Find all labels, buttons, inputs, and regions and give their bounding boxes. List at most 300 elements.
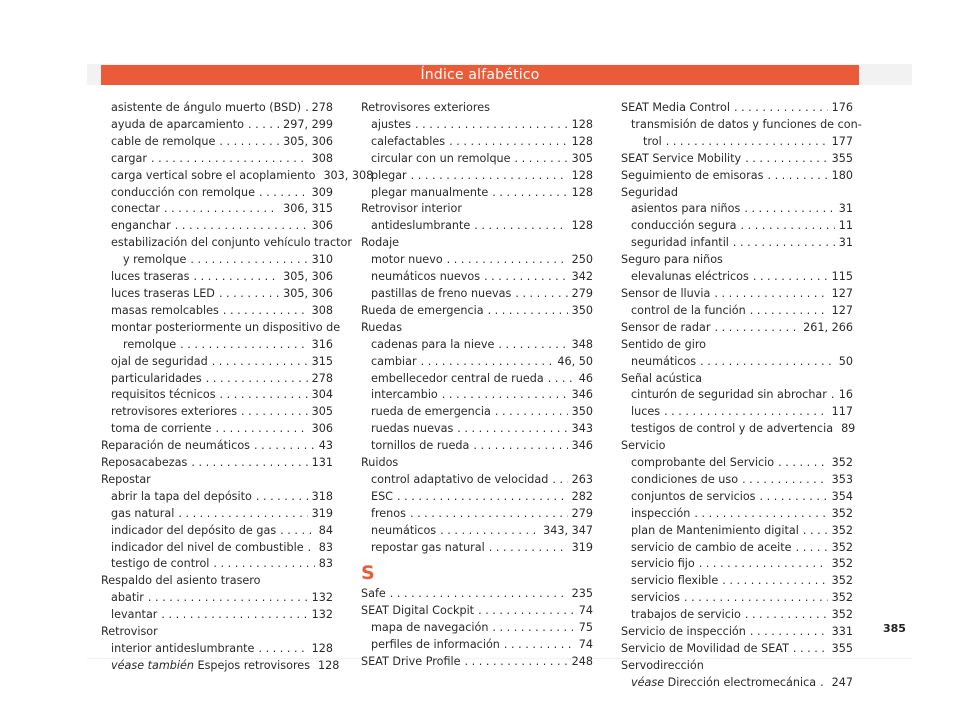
dot-leader [161, 607, 307, 624]
index-entry-text: plegar manualmente [371, 185, 489, 199]
index-entry-page: 352 [831, 557, 853, 571]
index-entry [621, 354, 853, 371]
index-entry-text: gas natural [111, 506, 175, 520]
dot-leader [734, 100, 828, 117]
index-entry-text: carga vertical sobre el acoplamiento [111, 168, 316, 182]
index-entry-text: Rodaje [361, 236, 400, 250]
index-entry-text: mapa de navegación [371, 621, 489, 635]
index-entry-page: 350 [571, 303, 593, 317]
index-entry [101, 455, 333, 472]
cross-reference-label: véase [631, 675, 665, 689]
index-entry [101, 269, 333, 286]
index-entry-text: asientos para niños [631, 202, 741, 216]
index-entry [361, 286, 593, 303]
index-entry [621, 573, 853, 590]
index-entry-page: 353 [831, 472, 853, 486]
index-entry [361, 100, 593, 117]
index-entry-page: 50 [838, 354, 853, 368]
index-entry-text: Servicio de inspección [621, 625, 746, 639]
index-entry-text: tornillos de rueda [371, 439, 470, 453]
index-entry-page: 306, 315 [283, 202, 333, 216]
index-entry-text: retrovisores exteriores [111, 405, 238, 419]
index-entry [101, 286, 333, 303]
dot-leader [803, 523, 828, 540]
index-entry-page: 352 [831, 574, 853, 588]
dot-leader [457, 421, 567, 438]
index-entry-text: Ruedas [361, 320, 403, 334]
dot-leader [440, 523, 539, 540]
index-entry [101, 387, 333, 404]
dot-leader [750, 303, 828, 320]
index-entry-page: 131 [311, 456, 333, 470]
index-entry-text: conducción segura [631, 219, 737, 233]
index-entry [621, 421, 856, 438]
index-entry-text: luces traseras [111, 270, 190, 284]
dot-leader [699, 556, 828, 573]
index-entry-text: luces traseras LED [111, 286, 215, 300]
index-entry-page: 352 [831, 540, 853, 554]
index-entry [101, 421, 333, 438]
dot-leader [223, 303, 308, 320]
index-entry-text: SEAT Service Mobility [621, 151, 742, 165]
index-entry-text: perfiles de información [371, 638, 500, 652]
index-entry [101, 218, 333, 235]
index-entry [621, 320, 853, 337]
page-number: 385 [883, 622, 906, 635]
index-entry-text: frenos [371, 506, 406, 520]
index-column-2 [361, 100, 593, 671]
index-entry [621, 455, 853, 472]
dot-leader [212, 354, 308, 371]
dot-leader [473, 438, 567, 455]
index-entry-page: 83 [318, 557, 333, 571]
index-entry-page: 132 [311, 608, 333, 622]
index-entry [101, 573, 333, 590]
index-entry [101, 590, 333, 607]
index-entry-text: particularidades [111, 371, 202, 385]
dot-leader [190, 252, 307, 269]
dot-leader [684, 590, 828, 607]
index-entry [361, 506, 593, 523]
index-entry-page: 263 [571, 472, 593, 486]
index-entry [621, 641, 853, 658]
index-entry-text: calefactables [371, 134, 446, 148]
index-entry-text: Reparación de neumáticos [101, 439, 250, 453]
dot-leader [415, 117, 568, 134]
index-entry-text: levantar [111, 608, 158, 622]
index-entry [361, 235, 593, 252]
section-letter: S [361, 562, 375, 585]
index-entry [101, 235, 352, 252]
index-entry-text: Sentido de giro [621, 337, 707, 351]
index-entry-text: control de la función [631, 303, 746, 317]
index-entry-page: 11 [838, 219, 853, 233]
index-entry [361, 303, 593, 320]
index-entry [361, 603, 593, 620]
index-entry [621, 506, 853, 523]
index-entry [361, 472, 593, 489]
index-entry [361, 201, 593, 218]
dot-leader [664, 404, 828, 421]
dot-leader [447, 252, 568, 269]
dot-leader [449, 134, 568, 151]
dot-leader [492, 185, 567, 202]
index-entry [361, 421, 593, 438]
index-entry-text: toma de corriente [111, 422, 212, 436]
index-entry [361, 654, 593, 671]
index-entry [101, 556, 333, 573]
dot-leader [248, 117, 279, 134]
dot-leader [193, 269, 279, 286]
dot-leader [741, 218, 835, 235]
dot-leader [411, 168, 568, 185]
index-entry-page: 304 [311, 388, 333, 402]
dot-leader [767, 168, 827, 185]
index-entry [621, 438, 853, 455]
index-entry-page: 350 [571, 405, 593, 419]
index-entry-page: 343 [571, 422, 593, 436]
cross-reference-target: Espejos retrovisores [193, 658, 311, 672]
index-entry-text: Retrovisor interior [361, 202, 462, 216]
index-entry [361, 387, 593, 404]
index-entry-text: Servodirección [621, 658, 704, 672]
dot-leader [831, 387, 835, 404]
index-entry [101, 472, 333, 489]
index-entry-text: servicio de cambio de aceite [631, 540, 792, 554]
index-entry-text: remolque [123, 337, 177, 351]
index-entry-text: ruedas nuevas [371, 422, 454, 436]
index-entry-page: 278 [311, 371, 333, 385]
index-entry-text: Safe [361, 587, 386, 601]
index-entry [621, 556, 853, 573]
index-entry-page: 261, 266 [803, 320, 853, 334]
index-entry-page: 46, 50 [557, 354, 593, 368]
index-entry [101, 303, 333, 320]
index-entry-text: Retrovisor [101, 625, 158, 639]
index-entry-page: 127 [831, 303, 853, 317]
index-entry-text: servicio flexible [631, 574, 719, 588]
index-entry-text: Reposacabezas [101, 456, 188, 470]
index-entry-page: 16 [838, 388, 853, 402]
index-entry-text: neumáticos nuevos [371, 270, 481, 284]
index-entry-text [111, 658, 310, 675]
index-entry-page: 278 [311, 101, 333, 114]
dot-leader [191, 455, 307, 472]
index-entry-text: cargar [111, 151, 147, 165]
index-entry [621, 100, 853, 117]
index-entry [361, 168, 593, 185]
dot-leader [254, 438, 315, 455]
index-entry-page: 177 [831, 134, 853, 148]
index-entry [621, 303, 853, 320]
dot-leader [745, 151, 827, 168]
dot-leader [714, 286, 827, 303]
index-entry-text: cinturón de seguridad sin abrochar [631, 388, 827, 402]
index-entry [621, 540, 853, 557]
index-entry [621, 624, 853, 641]
index-entry [621, 675, 853, 692]
index-entry-text: pastillas de freno nuevas [371, 286, 512, 300]
index-entry [101, 354, 333, 371]
index-entry-page: 74 [578, 604, 593, 618]
index-entry-text: Sensor de lluvia [621, 286, 711, 300]
index-entry [101, 320, 341, 337]
dot-leader [308, 540, 315, 557]
dot-leader [753, 269, 828, 286]
index-entry-text: Respaldo del asiento trasero [101, 574, 261, 588]
dot-leader [700, 354, 835, 371]
index-entry-text: intercambio [371, 388, 438, 402]
index-entry-text: Señal acústica [621, 371, 703, 385]
index-entry-text: Ruidos [361, 456, 399, 470]
index-entry-page: 248 [571, 655, 593, 669]
dot-leader [213, 556, 314, 573]
index-entry-page: 282 [571, 489, 593, 503]
dot-leader [722, 573, 827, 590]
index-entry [101, 100, 333, 117]
index-entry [361, 371, 593, 388]
dot-leader [760, 489, 828, 506]
index-entry [361, 620, 593, 637]
index-entry-page: 31 [838, 236, 853, 250]
index-entry-page: 247 [831, 675, 853, 689]
index-entry-text: trabajos de servicio [631, 608, 741, 622]
dot-leader [474, 218, 567, 235]
dot-leader [180, 337, 307, 354]
dot-leader [666, 134, 828, 151]
index-entry [101, 658, 340, 675]
index-entry [361, 151, 593, 168]
index-entry-page: 46 [578, 371, 593, 385]
index-entry [101, 404, 333, 421]
index-entry-page: 342 [571, 270, 593, 284]
index-entry-page: 84 [318, 523, 333, 537]
index-entry [101, 489, 333, 506]
dot-leader [178, 506, 307, 523]
index-entry [101, 438, 333, 455]
dot-leader [206, 371, 308, 388]
index-entry [101, 371, 333, 388]
index-entry-page: 355 [831, 642, 853, 655]
index-entry [361, 185, 593, 202]
index-column-3 [621, 100, 862, 692]
index-entry-text: neumáticos [371, 523, 437, 537]
index-entry [101, 337, 333, 354]
index-entry-page: 309 [311, 185, 333, 199]
index-entry-text: motor nuevo [371, 253, 443, 267]
index-entry-text: inspección [631, 506, 691, 520]
index-entry-text: transmisión de datos y funciones de con- [631, 117, 862, 131]
index-entry-page: 319 [311, 506, 333, 520]
dot-leader [492, 620, 574, 637]
index-entry-page: 343, 347 [543, 523, 593, 537]
index-entry-page: 128 [571, 168, 593, 182]
index-entry-page: 43 [318, 439, 333, 453]
index-entry [621, 607, 853, 624]
index-entry-page: 346 [571, 439, 593, 453]
index-entry [361, 523, 593, 540]
index-entry-page: 132 [311, 591, 333, 605]
index-entry [101, 117, 333, 134]
index-entry-text: antideslumbrante [371, 219, 471, 233]
index-entry-page: 319 [571, 540, 593, 554]
index-entry [361, 438, 593, 455]
index-entry-text: Sensor de radar [621, 320, 711, 334]
index-entry-text: SEAT Media Control [621, 101, 730, 114]
dot-leader [219, 286, 279, 303]
index-entry-text: repostar gas natural [371, 540, 485, 554]
index-entry [101, 624, 333, 641]
index-entry [101, 252, 333, 269]
index-entry [101, 185, 333, 202]
dot-leader [750, 624, 828, 641]
index-entry-page: 354 [831, 489, 853, 503]
dot-leader [164, 201, 279, 218]
index-entry-page: 128 [311, 642, 333, 655]
dot-leader [241, 404, 308, 421]
index-entry-page: 346 [571, 388, 593, 402]
dot-leader [220, 387, 308, 404]
index-entry [361, 218, 593, 235]
index-entry [101, 523, 333, 540]
index-entry-page: 250 [571, 253, 593, 267]
index-entry-text: Seguimiento de emisoras [621, 168, 764, 182]
index-entry-text: montar posteriormente un dispositivo de [111, 320, 341, 334]
index-entry [621, 252, 853, 269]
index-entry [101, 540, 333, 557]
index-entry-text: y remolque [123, 253, 187, 267]
dot-leader [733, 235, 835, 252]
index-entry [361, 337, 593, 354]
index-entry-text: comprobante del Servicio [631, 456, 775, 470]
index-entry-page: 31 [838, 202, 853, 216]
index-entry-text: ojal de seguridad [111, 354, 208, 368]
dot-leader [148, 590, 308, 607]
index-entry-text: cadenas para la nieve [371, 337, 495, 351]
index-entry [621, 371, 853, 388]
index-entry [361, 637, 593, 654]
dot-leader [714, 320, 799, 337]
index-entry-page: 297, 299 [283, 117, 333, 131]
dot-leader [742, 472, 828, 489]
index-entry-text: Servicio [621, 439, 666, 453]
index-entry-text: abrir la tapa del depósito [111, 489, 252, 503]
index-entry-text: testigo de control [111, 557, 210, 571]
index-entry [621, 269, 853, 286]
index-entry-page: 128 [571, 219, 593, 233]
index-entry [621, 286, 853, 303]
index-entry-page: 305, 306 [283, 134, 333, 148]
index-entry-text: plan de Mantenimiento digital [631, 523, 799, 537]
index-entry [621, 218, 853, 235]
index-entry-page: 303, 308 [323, 168, 374, 182]
index-entry-text: Repostar [101, 472, 151, 486]
index-entry-text: interior antideslumbrante [111, 642, 255, 655]
index-entry-page: 74 [578, 638, 593, 652]
dot-leader [305, 100, 307, 117]
index-entry-text: circular con un remolque [371, 151, 511, 165]
index-entry-page: 235 [571, 587, 593, 601]
index-entry-text: servicio fijo [631, 557, 695, 571]
dot-leader [421, 354, 554, 371]
cross-reference-target: Dirección electromecánica [664, 675, 817, 689]
index-entry [621, 387, 853, 404]
index-entry-text: servicios [631, 591, 680, 605]
index-entry [621, 404, 853, 421]
index-entry-text: conectar [111, 202, 160, 216]
index-entry-page: 306 [311, 422, 333, 436]
index-entry [361, 117, 593, 134]
index-entry-page: 308 [311, 151, 333, 165]
index-entry-text: enganchar [111, 219, 171, 233]
dot-leader [442, 387, 568, 404]
dot-leader [488, 303, 568, 320]
index-entry-text: abatir [111, 591, 144, 605]
index-entry [361, 252, 593, 269]
index-entry [361, 586, 593, 603]
index-entry-page: 305 [571, 151, 593, 165]
index-entry-text: SEAT Digital Cockpit [361, 604, 475, 618]
index-entry [101, 607, 333, 624]
index-entry [621, 235, 853, 252]
index-entry [101, 151, 333, 168]
dot-leader [465, 654, 568, 671]
dot-leader [280, 523, 315, 540]
index-entry-page: 306 [311, 219, 333, 233]
dot-leader [410, 506, 568, 523]
index-entry-text: control adaptativo de velocidad [371, 472, 549, 486]
index-entry-text: indicador del nivel de combustible [111, 540, 304, 554]
index-entry [361, 489, 593, 506]
index-entry-page: 115 [831, 270, 853, 284]
index-entry [621, 117, 862, 134]
index-entry-text: luces [631, 405, 661, 419]
dot-leader [744, 201, 834, 218]
index-entry-text: conducción con remolque [111, 185, 255, 199]
index-entry-text: conjuntos de servicios [631, 489, 756, 503]
index-entry [101, 201, 333, 218]
index-entry-page: 310 [311, 253, 333, 267]
index-entry-page: 352 [831, 456, 853, 470]
dot-leader [259, 185, 308, 202]
dot-leader [796, 540, 828, 557]
dot-leader [484, 269, 568, 286]
index-entry [621, 168, 853, 185]
index-entry-page: 128 [318, 658, 340, 672]
dot-leader [515, 151, 568, 168]
index-entry-text: ESC [371, 489, 393, 503]
index-entry-text: SEAT Drive Profile [361, 655, 461, 669]
dot-leader [778, 455, 828, 472]
index-entry-text: ayuda de aparcamiento [111, 117, 245, 131]
index-entry-page: 128 [571, 185, 593, 199]
dot-leader [694, 506, 827, 523]
index-entry-page: 83 [318, 540, 333, 554]
index-entry-page: 305, 306 [283, 286, 333, 300]
index-entry-text: seguridad infantil [631, 236, 729, 250]
index-entry-text: trol [643, 134, 662, 148]
dot-leader [258, 641, 307, 658]
index-entry [621, 658, 853, 675]
page-title: Índice alfabético [101, 65, 859, 85]
index-entry-page: 305 [311, 405, 333, 419]
index-entry-text: Rueda de emergencia [361, 303, 484, 317]
dot-leader [256, 489, 308, 506]
index-entry-page: 355 [831, 151, 853, 165]
index-entry-page: 308 [311, 303, 333, 317]
index-entry-text: Servicio de Movilidad de SEAT [621, 642, 789, 655]
index-entry [621, 337, 853, 354]
